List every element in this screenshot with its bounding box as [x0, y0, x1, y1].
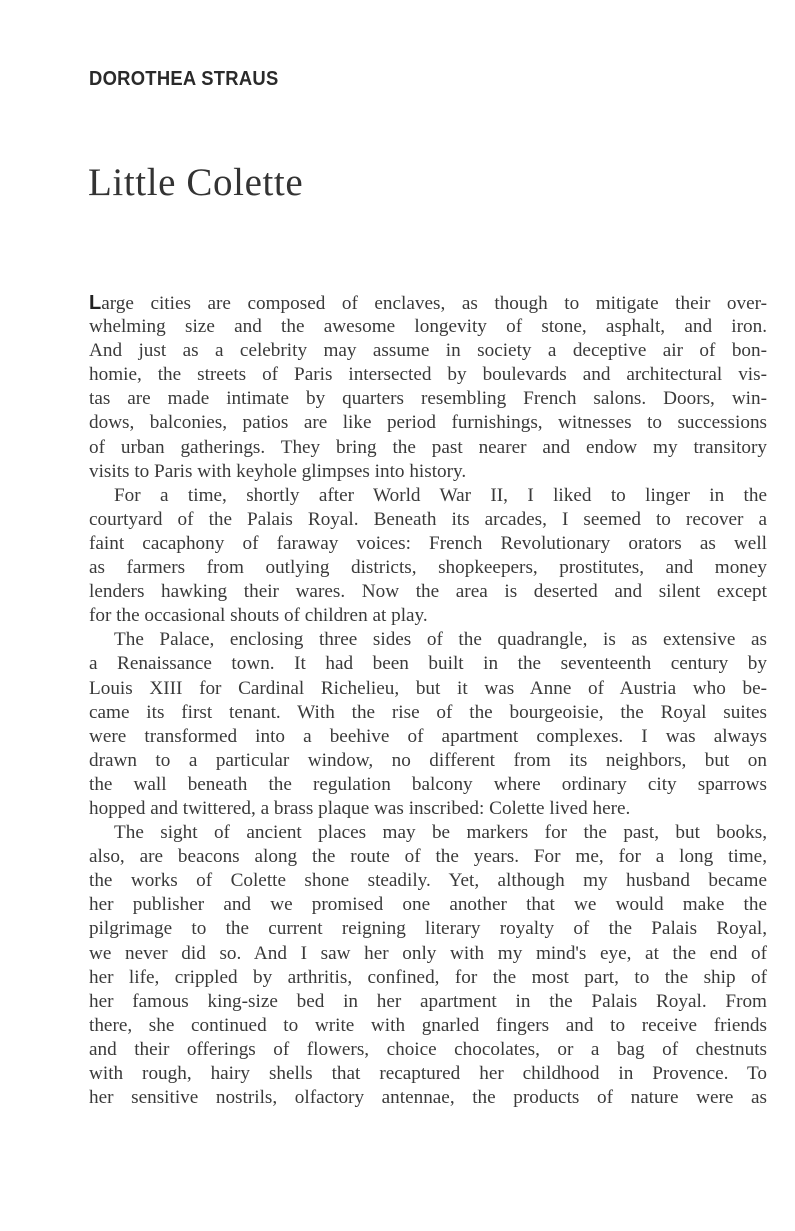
- text-line: homie, the streets of Paris intersected by boulevards and architectural vis-: [89, 364, 767, 386]
- text-line: her life, crippled by arthritis, confined, for the most part, to the ship of: [89, 966, 767, 988]
- text-line: The Palace, enclosing three sides of the quadrangle, is as extensive as: [114, 629, 767, 651]
- text-line: as farmers from outlying districts, shopkeepers, prostitutes, and money: [89, 557, 767, 579]
- author-name: DOROTHEA STRAUS: [89, 68, 279, 90]
- text-line: the works of Colette shone steadily. Yet, although my husband became: [89, 870, 767, 892]
- text-line: with rough, hairy shells that recaptured her childhood in Provence. To: [89, 1063, 767, 1084]
- text-line: tas are made intimate by quarters resembling French salons. Doors, win-: [89, 388, 767, 410]
- text-line: For a time, shortly after World War II, I liked to linger in the: [114, 484, 767, 506]
- chapter-title: Little Colette: [88, 161, 304, 204]
- text-line: were transformed into a beehive of apartment complexes. I was always: [89, 725, 767, 747]
- text-line: courtyard of the Palais Royal. Beneath its arcades, I seemed to recover a: [89, 508, 767, 530]
- body-text: [89, 291, 767, 1110]
- text-line: dows, balconies, patios are like period furnishings, witnesses to successions: [89, 412, 767, 434]
- text-line: also, are beacons along the route of the years. For me, for a long time,: [89, 846, 767, 868]
- text-line: her sensitive nostrils, olfactory antennae, the products of nature were as: [89, 1087, 767, 1109]
- text-line: drawn to a particular window, no different from its neighbors, but on: [89, 749, 767, 771]
- text-line: lenders hawking their wares. Now the area is deserted and silent except: [89, 581, 767, 603]
- text-line: her famous king-size bed in her apartment in the Palais Royal. From: [89, 990, 767, 1012]
- text-line: Large cities are composed of enclaves, as though to mitigate their over-: [89, 292, 767, 314]
- text-line: we never did so. And I saw her only with my mind's eye, at the end of: [89, 942, 767, 964]
- paragraph: [89, 484, 767, 629]
- text-line: Louis XIII for Cardinal Richelieu, but it was Anne of Austria who be-: [89, 677, 767, 699]
- drop-cap: L: [89, 292, 102, 314]
- text-line: And just as a celebrity may assume in society a deceptive air of bon-: [89, 340, 767, 362]
- text-line: The sight of ancient places may be markers for the past, but books,: [114, 822, 767, 844]
- text-line: whelming size and the awesome longevity of stone, asphalt, and iron.: [89, 316, 767, 338]
- text-line: a Renaissance town. It had been built in the seventeenth century by: [89, 653, 767, 675]
- text-line: the wall beneath the regulation balcony where ordinary city sparrows: [89, 773, 767, 795]
- text-line: there, she continued to write with gnarled fingers and to receive friends: [89, 1014, 767, 1036]
- text-line: faint cacaphony of faraway voices: French Revolutionary orators as well: [89, 532, 767, 554]
- text-line: came its first tenant. With the rise of the bourgeoisie, the Royal suites: [89, 701, 767, 723]
- text-line: for the occasional shouts of children at play.: [89, 605, 428, 627]
- paragraph: [89, 291, 767, 484]
- text-line: her publisher and we promised one another that we would make the: [89, 894, 767, 916]
- text-line: and their offerings of flowers, choice chocolates, or a bag of chestnuts: [89, 1038, 767, 1060]
- text-line: of urban gatherings. They bring the past nearer and endow my transitory: [89, 436, 767, 458]
- text-line: hopped and twittered, a brass plaque was inscribed: Colette lived here.: [89, 797, 631, 819]
- text-line: pilgrimage to the current reigning literary royalty of the Palais Royal,: [89, 918, 767, 940]
- paragraph: [89, 821, 767, 1110]
- paragraph: [89, 628, 767, 821]
- text-line: visits to Paris with keyhole glimpses into history.: [89, 460, 467, 482]
